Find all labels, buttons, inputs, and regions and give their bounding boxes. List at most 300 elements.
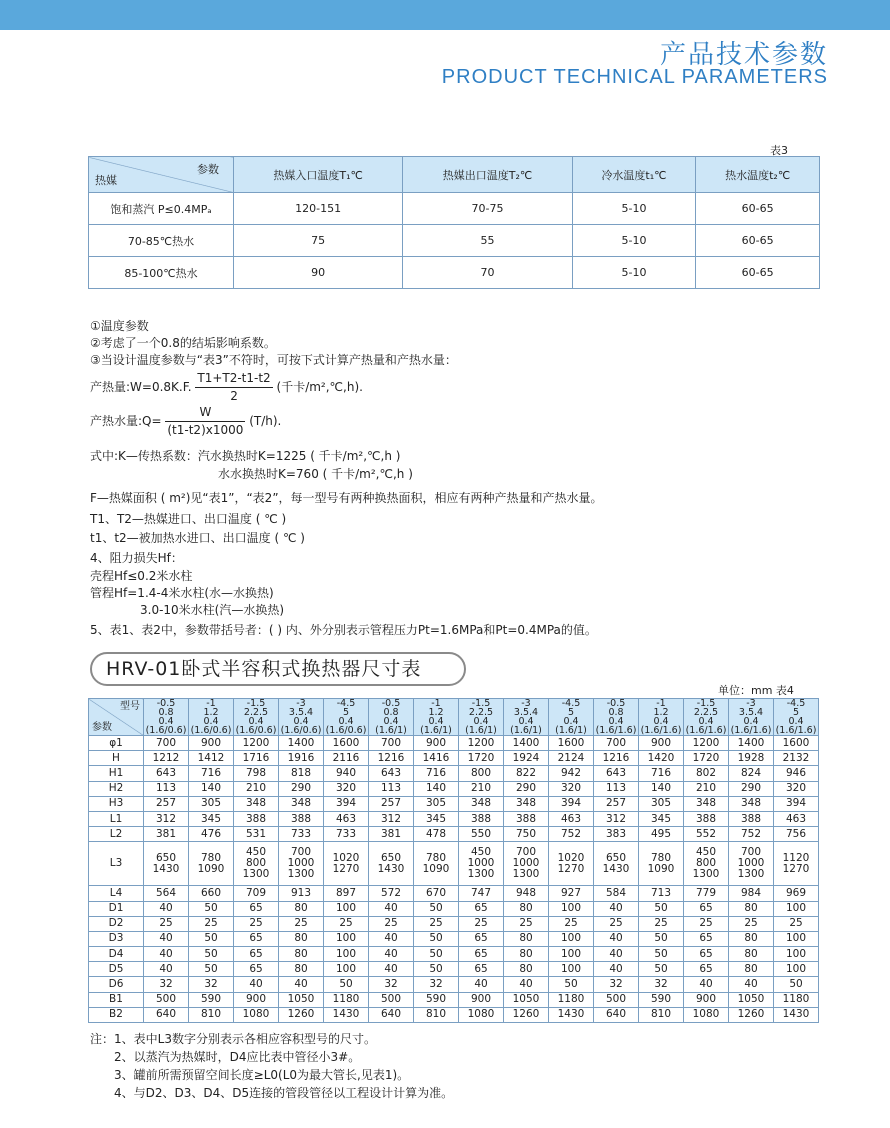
note-1: ①温度参数 [90,319,149,333]
dimension-cell: 1180 [324,992,369,1007]
dimension-cell: 65 [234,901,279,916]
dimension-cell: 476 [189,827,234,842]
dimension-cell: 25 [639,916,684,931]
dimension-cell: 383 [594,827,639,842]
dimension-cell: 100 [549,962,594,977]
dimension-value-line: 1270 [782,862,810,875]
model-header-line: (1.6/0.6) [190,725,232,736]
dimension-cell: 25 [549,916,594,931]
model-header-line: 3.5.4 [513,707,539,718]
dimension-cell: 709 [234,886,279,901]
parameter-cell: L2 [89,827,144,842]
dimension-cell: 32 [414,977,459,992]
model-header-line: (1.6/1) [555,725,587,736]
table-row [89,193,820,225]
dimension-cell: 40 [594,901,639,916]
dimension-cell: 80 [279,947,324,962]
dimension-cell: 32 [144,977,189,992]
table-row [89,977,819,992]
dimension-value-line: 1300 [737,868,765,881]
parameter-cell: L1 [89,811,144,826]
dimension-cell: 752 [729,827,774,842]
formula-prefix: 产热水量:Q= [90,414,162,428]
dimension-cell: 65 [459,962,504,977]
formula-suffix: (T/h). [249,414,282,428]
dimension-cell: 1416 [414,751,459,766]
dimension-value-line: 780 [425,851,447,864]
dimension-cell: 40 [234,977,279,992]
model-header [594,699,639,736]
model-header-line: -1.5 [246,698,266,709]
value-cell: 120-151 [234,193,403,225]
dimension-cell: 290 [279,781,324,796]
dimension-cell: 552 [684,827,729,842]
dimension-cell: 65 [684,962,729,977]
dimension-cell: 348 [729,796,774,811]
corner-top-label: 参数 [197,163,219,176]
value-cell: 5-10 [572,225,696,257]
dimension-value-line: 700 [515,846,537,859]
dimension-value-line: 700 [290,846,312,859]
value-cell: 70-75 [403,193,572,225]
dimension-value-line: 1300 [467,868,495,881]
dimension-cell: 716 [639,766,684,781]
model-header-line: (1.6/1.6) [730,725,772,736]
dimension-cell: 495 [639,827,684,842]
parameter-cell: B2 [89,1007,144,1022]
table4-corner-header [89,699,144,736]
model-header-line: -3 [521,698,531,709]
dimension-cell: 572 [369,886,414,901]
dimension-value-line: 1090 [422,862,450,875]
model-header-line: (1.6/0.6) [145,725,187,736]
dimension-cell: 113 [369,781,414,796]
model-header [774,699,819,736]
temperature-parameters-table [88,156,820,289]
dimension-cell: 210 [459,781,504,796]
dimension-value-line: 650 [605,851,627,864]
dimension-cell: 897 [324,886,369,901]
dimension-cell: 388 [459,811,504,826]
dimension-cell: 798 [234,766,279,781]
dimension-cell: 640 [369,1007,414,1022]
model-header-line: (1.6/1) [510,725,542,736]
table4-label: 单位：mm 表4 [718,684,794,697]
dimension-cell: 810 [189,1007,234,1022]
dimension-value-line: 1430 [152,862,180,875]
dimension-value-line: 1000 [467,857,495,870]
model-header-line: (1.6/1.6) [640,725,682,736]
dimension-cell: 1180 [774,992,819,1007]
formula-fraction [165,404,245,439]
note-2: ②考虑了一个0.8的结垢影响系数。 [90,336,276,350]
model-header-line: 0.4 [203,716,219,727]
table-row [89,842,819,886]
dimension-cell [324,842,369,886]
dimension-cell: 50 [414,962,459,977]
parameter-cell: L4 [89,886,144,901]
dimension-cell: 65 [684,901,729,916]
dimension-cell: 1916 [279,751,324,766]
dimension-value-line: 450 [695,846,717,859]
dimension-cell: 32 [594,977,639,992]
corner-bottom-label: 热媒 [95,174,117,187]
dimension-cell: 32 [639,977,684,992]
footnote: 2、以蒸汽为热媒时，D4应比表中管径小3#。 [90,1050,361,1064]
dimension-cell: 80 [729,962,774,977]
model-header-line: 3.5.4 [738,707,764,718]
dimension-cell: 942 [549,766,594,781]
dimension-cell: 900 [189,736,234,751]
dimension-cell [144,842,189,886]
dimension-cell: 50 [774,977,819,992]
footnote: 注：1、表中L3数字分别表示各相应容积型号的尺寸。 [90,1032,376,1046]
dimension-cell [594,842,639,886]
dimension-cell: 345 [189,811,234,826]
dimension-value-line: 450 [245,846,267,859]
dimension-cell: 50 [414,931,459,946]
formula-suffix: (千卡/m²,℃,h). [276,380,363,394]
dimension-value-line: 1300 [242,868,270,881]
model-header-line: -4.5 [561,698,581,709]
model-header-line: 0.4 [563,716,579,727]
dimension-cell: 984 [729,886,774,901]
dimension-cell: 50 [549,977,594,992]
model-header-line: -4.5 [786,698,806,709]
table-row [89,796,819,811]
dimension-value-line: 650 [380,851,402,864]
model-header-line: 0.8 [383,707,399,718]
dimension-cell: 50 [639,931,684,946]
dimension-cell: 100 [549,901,594,916]
model-header-line: -1 [656,698,666,709]
model-header-line: 0.4 [383,716,399,727]
model-header-line: 0.4 [428,716,444,727]
table-row [89,225,820,257]
dimension-cell: 388 [729,811,774,826]
dimension-cell: 65 [684,947,729,962]
dimension-cell: 100 [774,947,819,962]
note-3: ③当设计温度参数与“表3”不符时，可按下式计算产热量和产热水量： [90,353,457,367]
dimension-cell: 394 [324,796,369,811]
model-header-line: (1.6/1) [375,725,407,736]
dimension-cell: 500 [594,992,639,1007]
dimension-cell: 1928 [729,751,774,766]
model-header-line: 1.2 [428,707,444,718]
dimension-cell: 900 [459,992,504,1007]
dimension-value-line: 1000 [737,857,765,870]
dimension-cell: 590 [189,992,234,1007]
water-temp-definition: t1、t2—被加热水进口、出口温度 ( ℃ ) [90,531,305,545]
dimension-cell: 1216 [594,751,639,766]
dimension-cell: 531 [234,827,279,842]
model-header-line: 0.4 [338,716,354,727]
model-header-line: 0.4 [293,716,309,727]
model-header-line: 5 [342,707,350,718]
model-header [639,699,684,736]
dimension-cell: 1600 [774,736,819,751]
dimension-cell: 25 [144,916,189,931]
dimension-cell: 65 [234,931,279,946]
dimension-cell: 210 [684,781,729,796]
parameter-cell: H2 [89,781,144,796]
model-header [549,699,594,736]
dimension-cell: 948 [504,886,549,901]
dimension-cell: 2132 [774,751,819,766]
fraction-denominator: 2 [230,389,238,403]
dimension-value-line: 1020 [332,851,360,864]
dimension-cell: 394 [549,796,594,811]
dimension-cell: 1200 [459,736,504,751]
table-row [89,916,819,931]
dimension-cell: 940 [324,766,369,781]
dimension-value-line: 700 [740,846,762,859]
dimension-cell: 40 [144,931,189,946]
page-title-cn: 产品技术参数 [659,40,828,70]
heat-medium-cell: 85-100℃热水 [89,257,234,289]
model-header-line: (1.6/1.6) [685,725,727,736]
model-header-line: -1 [431,698,441,709]
dimension-value-line: 1120 [782,851,810,864]
dimension-cell: 50 [324,977,369,992]
dimension-cell: 25 [774,916,819,931]
dimension-cell: 80 [729,901,774,916]
dimension-cell: 100 [324,901,369,916]
dimension-cell: 1260 [504,1007,549,1022]
table-row [89,811,819,826]
dimension-cell: 643 [144,766,189,781]
dimension-value-line: 1430 [377,862,405,875]
dimension-cell: 40 [279,977,324,992]
model-header-line: 5 [792,707,800,718]
model-header [189,699,234,736]
dimension-value-line: 800 [695,857,717,870]
dimension-cell: 113 [144,781,189,796]
dimension-cell: 1430 [774,1007,819,1022]
dimension-cell [504,842,549,886]
dimension-cell: 1720 [459,751,504,766]
dimension-cell: 290 [729,781,774,796]
dimension-cell: 40 [144,947,189,962]
fraction-numerator: T1+T2-t1-t2 [195,370,272,388]
parameter-cell: L3 [89,842,144,886]
dimension-cell: 50 [639,947,684,962]
dimension-cell: 1400 [504,736,549,751]
table-row [89,947,819,962]
dimension-cell: 810 [639,1007,684,1022]
dimension-cell [549,842,594,886]
dimension-cell: 700 [144,736,189,751]
dimension-cell [369,842,414,886]
dimension-cell [729,842,774,886]
dimension-value-line: 780 [650,851,672,864]
dimension-cell: 25 [459,916,504,931]
value-cell: 5-10 [572,193,696,225]
dimension-cell: 1420 [639,751,684,766]
dimension-cell: 320 [774,781,819,796]
dimension-cell: 257 [144,796,189,811]
model-header-line: 3.5.4 [288,707,314,718]
dimension-cell: 1050 [729,992,774,1007]
value-cell: 60-65 [696,257,820,289]
dimension-cell [774,842,819,886]
column-header: 冷水温度t₁℃ [572,157,696,193]
dimension-cell: 348 [684,796,729,811]
corner-top-label: 型号 [120,701,140,712]
table3-corner-header [89,157,234,193]
dimension-cell: 80 [729,931,774,946]
corner-bottom-label: 参数 [92,722,112,733]
model-header-line: 0.4 [653,716,669,727]
table-row [89,781,819,796]
top-color-bar [0,0,890,30]
model-header-line: 0.4 [518,716,534,727]
model-header-line: 0.4 [788,716,804,727]
heat-medium-cell: 饱和蒸汽 P≤0.4MPₐ [89,193,234,225]
dimension-cell: 1080 [234,1007,279,1022]
dimension-cell: 1720 [684,751,729,766]
dimension-cell: 140 [414,781,459,796]
fraction-denominator: (t1-t2)x1000 [167,423,244,437]
dimension-cell: 25 [234,916,279,931]
dimension-cell: 394 [774,796,819,811]
dimension-cell [234,842,279,886]
dimension-value-line: 1090 [647,862,675,875]
model-header-line: 0.4 [698,716,714,727]
dimension-cell: 345 [414,811,459,826]
model-header-line: -1.5 [471,698,491,709]
model-header-line: 2.2.5 [468,707,494,718]
model-header-line: (1.6/0.6) [325,725,367,736]
dimension-cell: 716 [189,766,234,781]
dimension-cell: 1430 [324,1007,369,1022]
model-header-line: 0.4 [743,716,759,727]
dimension-value-line: 780 [200,851,222,864]
dimension-cell: 2116 [324,751,369,766]
dimension-cell: 290 [504,781,549,796]
dimension-value-line: 1300 [512,868,540,881]
dimension-cell: 824 [729,766,774,781]
dimension-cell: 40 [144,901,189,916]
model-header [684,699,729,736]
dimension-cell: 40 [369,947,414,962]
dimension-cell: 500 [369,992,414,1007]
dimension-cell: 752 [549,827,594,842]
dimension-cell: 1260 [279,1007,324,1022]
model-header-line: 1.2 [653,707,669,718]
dimension-cell: 550 [459,827,504,842]
dimension-cell: 700 [369,736,414,751]
model-header-line: -1.5 [696,698,716,709]
table-row [89,901,819,916]
model-header [729,699,774,736]
model-header [324,699,369,736]
dimension-cell: 50 [189,931,234,946]
dimension-cell: 747 [459,886,504,901]
dimension-cell [414,842,459,886]
dimension-cell: 25 [504,916,549,931]
value-cell: 90 [234,257,403,289]
dimension-cell: 40 [369,901,414,916]
dimension-cell: 140 [639,781,684,796]
dimension-cell: 348 [459,796,504,811]
dimension-cell: 50 [414,901,459,916]
model-header-line: -0.5 [381,698,401,709]
table-row [89,766,819,781]
parameter-cell: D6 [89,977,144,992]
dimension-cell: 1080 [459,1007,504,1022]
dimension-cell: 257 [369,796,414,811]
model-header-line: (1.6/1.6) [775,725,817,736]
value-cell: 70 [403,257,572,289]
note-4b: 管程Hf=1.4-4米水柱(水—水换热) [90,586,274,600]
dimension-cell: 305 [639,796,684,811]
dimension-cell: 65 [234,962,279,977]
dimension-cell: 25 [324,916,369,931]
dimension-cell: 388 [684,811,729,826]
parameter-cell: D1 [89,901,144,916]
value-cell: 5-10 [572,257,696,289]
dimension-cell: 969 [774,886,819,901]
dimension-cell: 25 [369,916,414,931]
coefficient-line-1: 式中:K—传热系数：汽水换热时K=1225 ( 千卡/m²,℃,h ) [90,449,401,463]
column-header: 热水温度t₂℃ [696,157,820,193]
parameter-cell: D4 [89,947,144,962]
dimension-value-line: 1300 [287,868,315,881]
model-header-line: 0.8 [608,707,624,718]
dimension-cell: 478 [414,827,459,842]
dimension-cell: 25 [189,916,234,931]
footnote: 4、与D2、D3、D4、D5连接的管段管径以工程设计计算为准。 [90,1086,454,1100]
dimension-cell: 640 [594,1007,639,1022]
parameter-cell: D3 [89,931,144,946]
dimension-cell: 1924 [504,751,549,766]
dimension-cell: 50 [414,947,459,962]
dimension-cell: 1050 [504,992,549,1007]
dimension-cell: 40 [684,977,729,992]
dimension-cell: 584 [594,886,639,901]
model-header-line: -3 [746,698,756,709]
dimension-cell: 590 [639,992,684,1007]
dimension-cell: 818 [279,766,324,781]
dimension-value-line: 1270 [332,862,360,875]
dimension-value-line: 1000 [512,857,540,870]
dimension-cell: 1412 [189,751,234,766]
dimension-cell: 65 [459,931,504,946]
dimension-cell: 1050 [279,992,324,1007]
parameter-cell: H1 [89,766,144,781]
dimension-cell: 779 [684,886,729,901]
formula-prefix: 产热量:W=0.8K.F. [90,380,192,394]
dimension-cell: 100 [774,931,819,946]
dimension-cell: 80 [729,947,774,962]
model-header-line: 5 [567,707,575,718]
column-header: 热媒入口温度T₁℃ [234,157,403,193]
dimension-cell [684,842,729,886]
model-header-line: (1.6/1) [465,725,497,736]
dimension-cell: 1216 [369,751,414,766]
dimension-cell: 800 [459,766,504,781]
note-4c: 3.0-10米水柱(汽—水换热) [140,603,285,617]
dimension-value-line: 1090 [197,862,225,875]
table3-label: 表3 [770,144,788,157]
dimension-cell: 733 [279,827,324,842]
dimension-cell: 100 [324,947,369,962]
parameter-cell: H [89,751,144,766]
dimension-value-line: 1430 [602,862,630,875]
dimension-cell: 348 [504,796,549,811]
dimension-value-line: 1300 [692,868,720,881]
